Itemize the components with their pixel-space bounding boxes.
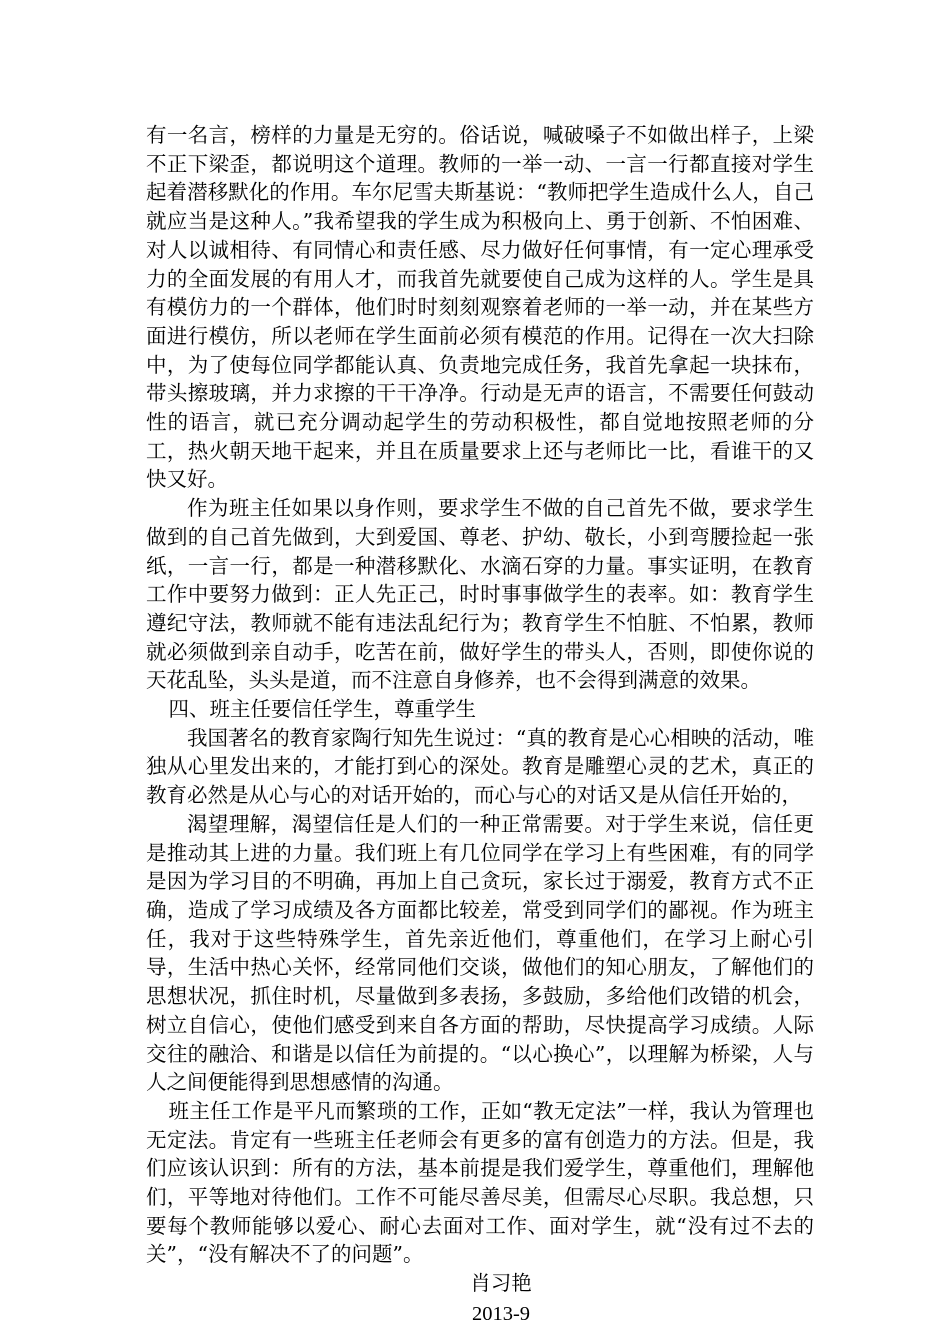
document-date: 2013-9 [471, 1302, 531, 1325]
author-signature: 肖习艳 [470, 1271, 532, 1296]
document-body [146, 121, 814, 1329]
paragraph-tao-xingzhi-quote: 我国著名的教育家陶行知先生说过：“真的教育是心心相映的活动，唯独从心里发出来的，才能打到心的深处。教育是雕塑心灵的艺术，真正的教育必然是从心与心的对话开始的，而心与心的对话又是从信任开始的， [146, 725, 814, 808]
paragraph-conclusion: 班主任工作是平凡而繁琐的工作，正如“教无定法”一样，我认为管理也无定法。肯定有一些班主任老师会有更多的富有创造力的方法。但是，我们应该认识到：所有的方法，基本前提是我们爱学生，尊重他们，理解他们，平等地对待他们。工作不可能尽善尽美，但需尽心尽职。我总想，只要每个教师能够以爱心、耐心去面对工作、面对学生，就“没有过不去的关”，“没有解决不了的问题”。 [146, 1098, 814, 1267]
paragraph-understanding-trust: 渴望理解，渴望信任是人们的一种正常需要。对于学生来说，信任更是推动其上进的力量。我们班上有几位同学在学习上有些困难，有的同学是因为学习目的不明确，再加上自己贪玩，家长过于溺爱，教育方式不正确，造成了学习成绩及各方面都比较差，常受到同学们的鄙视。作为班主任，我对于这些特殊学生，首先亲近他们，尊重他们，在学习上耐心引导，生活中热心关怀，经常同他们交谈，做他们的知心朋友，了解他们的思想状况，抓住时机，尽量做到多表扬，多鼓励，多给他们改错的机会，树立自信心，使他们感受到来自各方面的帮助，尽快提高学习成绩。人际交往的融洽、和谐是以信任为前提的。“以心换心”，以理解为桥梁，人与人之间便能得到思想感情的沟通。 [146, 811, 814, 1095]
section-heading-trust-students: 四、班主任要信任学生，尊重学生 [168, 697, 477, 722]
paragraph-lead-by-example: 作为班主任如果以身作则，要求学生不做的自己首先不做，要求学生做到的自己首先做到，大到爱国、尊老、护幼、敬长，小到弯腰捡起一张纸，一言一行，都是一种潜移默化、水滴石穿的力量。事实证明，在教育工作中要努力做到：正人先正己，时时事事做学生的表率。如：教育学生遵纪守法，教师就不能有违法乱纪行为；教育学生不怕脏、不怕累，教师就必须做到亲自动手，吃苦在前，做好学生的带头人，否则，即使你说的天花乱坠，头头是道，而不注意自身修养，也不会得到满意的效果。 [146, 496, 814, 693]
paragraph-role-model: 有一名言，榜样的力量是无穷的。俗话说，喊破嗓子不如做出样子，上梁不正下梁歪，都说明这个道理。教师的一举一动、一言一行都直接对学生起着潜移默化的作用。车尔尼雪夫斯基说：“教师把学生造成什么人，自己就应当是这种人。”我希望我的学生成为积极向上、勇于创新、不怕困难、对人以诚相待、有同情心和责任感、尽力做好任何事情，有一定心理承受力的全面发展的有用人才，而我首先就要使自己成为这样的人。学生是具有模仿力的一个群体，他们时时刻刻观察着老师的一举一动，并在某些方面进行模仿，所以老师在学生面前必须有模范的作用。记得在一次大扫除中，为了使每位同学都能认真、负责地完成任务，我首先拿起一块抹布，带头擦玻璃，并力求擦的干干净净。行动是无声的语言，不需要任何鼓动性的语言，就已充分调动起学生的劳动积极性，都自觉地按照老师的分工，热火朝天地干起来，并且在质量要求上还与老师比一比，看谁干的又快又好。 [146, 123, 814, 492]
